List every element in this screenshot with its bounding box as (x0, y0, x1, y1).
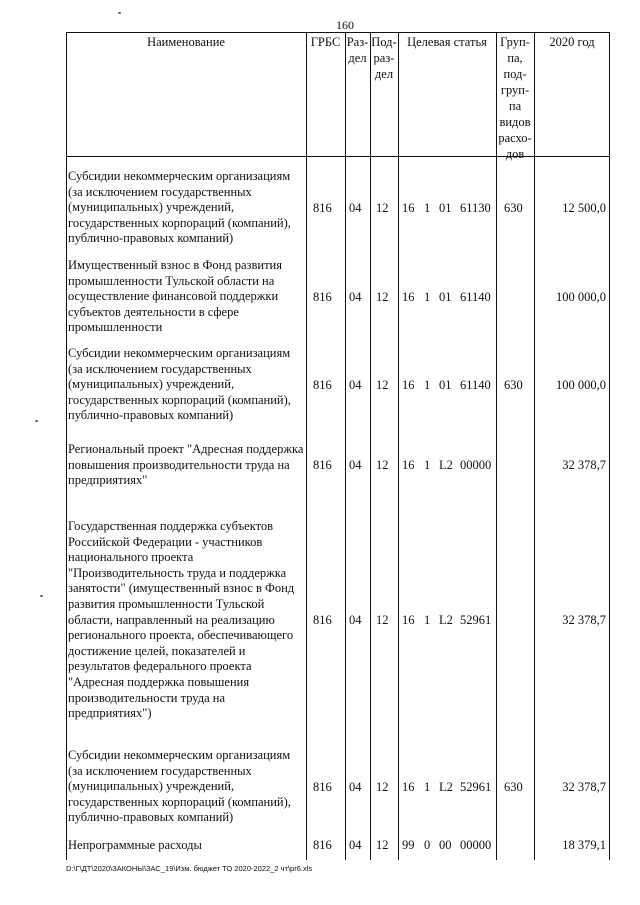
razdel-cell: 04 (349, 201, 362, 215)
amount-cell: 32 378,7 (562, 458, 606, 472)
target-part-1: 16 (402, 613, 415, 627)
row-name: Субсидии некоммерческим организациям (за исключением государственных (муниципальных) учреждений, государственных корпораций (компаний), публично-правовых компаний) (68, 748, 291, 825)
header-grbs: ГРБС (310, 35, 341, 49)
table-row (66, 519, 610, 719)
table-row (66, 346, 610, 426)
group-cell: 630 (504, 780, 523, 794)
podrazdel-cell: 12 (376, 201, 389, 215)
podrazdel-cell: 12 (376, 378, 389, 392)
grbs-cell: 816 (313, 780, 332, 794)
podrazdel-cell: 12 (376, 290, 389, 304)
group-cell: 630 (504, 378, 523, 392)
target-part-2: 0 (424, 838, 431, 852)
row-name: Субсидии некоммерческим организациям (за исключением государственных (муниципальных) учреждений, государственных корпораций (компаний), публично-правовых компаний) (68, 169, 291, 246)
group-cell: 630 (504, 201, 523, 215)
amount-cell: 12 500,0 (562, 201, 606, 215)
target-part-4: 61140 (460, 378, 491, 392)
header-year: 2020 год (549, 35, 595, 49)
header-name: Наименование (147, 35, 225, 49)
target-part-4: 00000 (460, 838, 492, 852)
podrazdel-cell: 12 (376, 458, 389, 472)
target-part-3: L2 (439, 780, 453, 794)
target-part-3: 00 (439, 838, 452, 852)
target-part-4: 61130 (460, 201, 491, 215)
scan-speck (118, 12, 121, 14)
amount-cell: 32 378,7 (562, 613, 606, 627)
table-row (66, 169, 610, 249)
target-part-3: L2 (439, 458, 453, 472)
target-part-1: 16 (402, 201, 415, 215)
razdel-cell: 04 (349, 290, 362, 304)
amount-cell: 100 000,0 (556, 290, 606, 304)
file-path-footer: D:\Г\ДТ\2020\ЗАКОНЫ\ЗАС_19\Изм. бюджет ТО 2020-2022_2 чт\pr6.xls (66, 864, 313, 873)
target-part-2: 1 (424, 780, 431, 794)
razdel-cell: 04 (349, 613, 362, 627)
target-part-1: 16 (402, 378, 415, 392)
target-part-2: 1 (424, 201, 431, 215)
table-row (66, 838, 610, 856)
grbs-cell: 816 (313, 458, 332, 472)
table-row (66, 442, 610, 492)
target-part-4: 52961 (460, 613, 492, 627)
podrazdel-cell: 12 (376, 838, 389, 852)
razdel-cell: 04 (349, 378, 362, 392)
grbs-cell: 816 (313, 378, 332, 392)
target-part-4: 52961 (460, 780, 492, 794)
grbs-cell: 816 (313, 290, 332, 304)
header-podrazdel: Под- раз- дел (371, 35, 397, 81)
amount-cell: 100 000,0 (556, 378, 606, 392)
podrazdel-cell: 12 (376, 780, 389, 794)
target-part-2: 1 (424, 378, 431, 392)
page-number: 160 (336, 18, 354, 32)
razdel-cell: 04 (349, 838, 362, 852)
row-name: Непрограммные расходы (68, 838, 202, 852)
razdel-cell: 04 (349, 458, 362, 472)
table-row (66, 258, 610, 338)
target-part-3: 01 (439, 378, 452, 392)
target-part-1: 16 (402, 290, 415, 304)
target-part-2: 1 (424, 613, 431, 627)
razdel-cell: 04 (349, 780, 362, 794)
header-group: Груп- па, под- груп- па видов расхо- дов (498, 35, 532, 161)
podrazdel-cell: 12 (376, 613, 389, 627)
amount-cell: 32 378,7 (562, 780, 606, 794)
target-part-1: 99 (402, 838, 415, 852)
header-target: Целевая статья (407, 35, 487, 49)
target-part-2: 1 (424, 458, 431, 472)
target-part-2: 1 (424, 290, 431, 304)
target-part-4: 61140 (460, 290, 491, 304)
row-name: Региональный проект "Адресная поддержка повышения производительности труда на предприятиях" (68, 442, 304, 488)
target-part-1: 16 (402, 780, 415, 794)
table-row (66, 748, 610, 828)
header-razdel: Раз- дел (346, 35, 369, 65)
target-part-3: L2 (439, 613, 453, 627)
row-name: Государственная поддержка субъектов Российской Федерации - участников национального проекта "Производительность труда и поддержка занятости" (имущественный взнос в Фонд развития промышленности Тульской области, направленный на реализацию регионального проекта, обеспечивающего достижение целей, показателей и результатов федерального проекта "Адресная поддержка повышения производительности труда на предприятиях") (68, 519, 295, 721)
scan-speck (35, 420, 38, 422)
grbs-cell: 816 (313, 613, 332, 627)
grbs-cell: 816 (313, 201, 332, 215)
row-name: Имущественный взнос в Фонд развития промышленности Тульской области на осуществление финансовой поддержки субъектов деятельности в сфере промышленности (68, 258, 282, 335)
target-part-3: 01 (439, 290, 452, 304)
row-name: Субсидии некоммерческим организациям (за исключением государственных (муниципальных) учреждений, государственных корпораций (компаний), публично-правовых компаний) (68, 346, 291, 423)
scan-speck (40, 595, 43, 597)
target-part-4: 00000 (460, 458, 492, 472)
target-part-3: 01 (439, 201, 452, 215)
target-part-1: 16 (402, 458, 415, 472)
amount-cell: 18 379,1 (562, 838, 606, 852)
budget-table (66, 32, 610, 860)
grbs-cell: 816 (313, 838, 332, 852)
